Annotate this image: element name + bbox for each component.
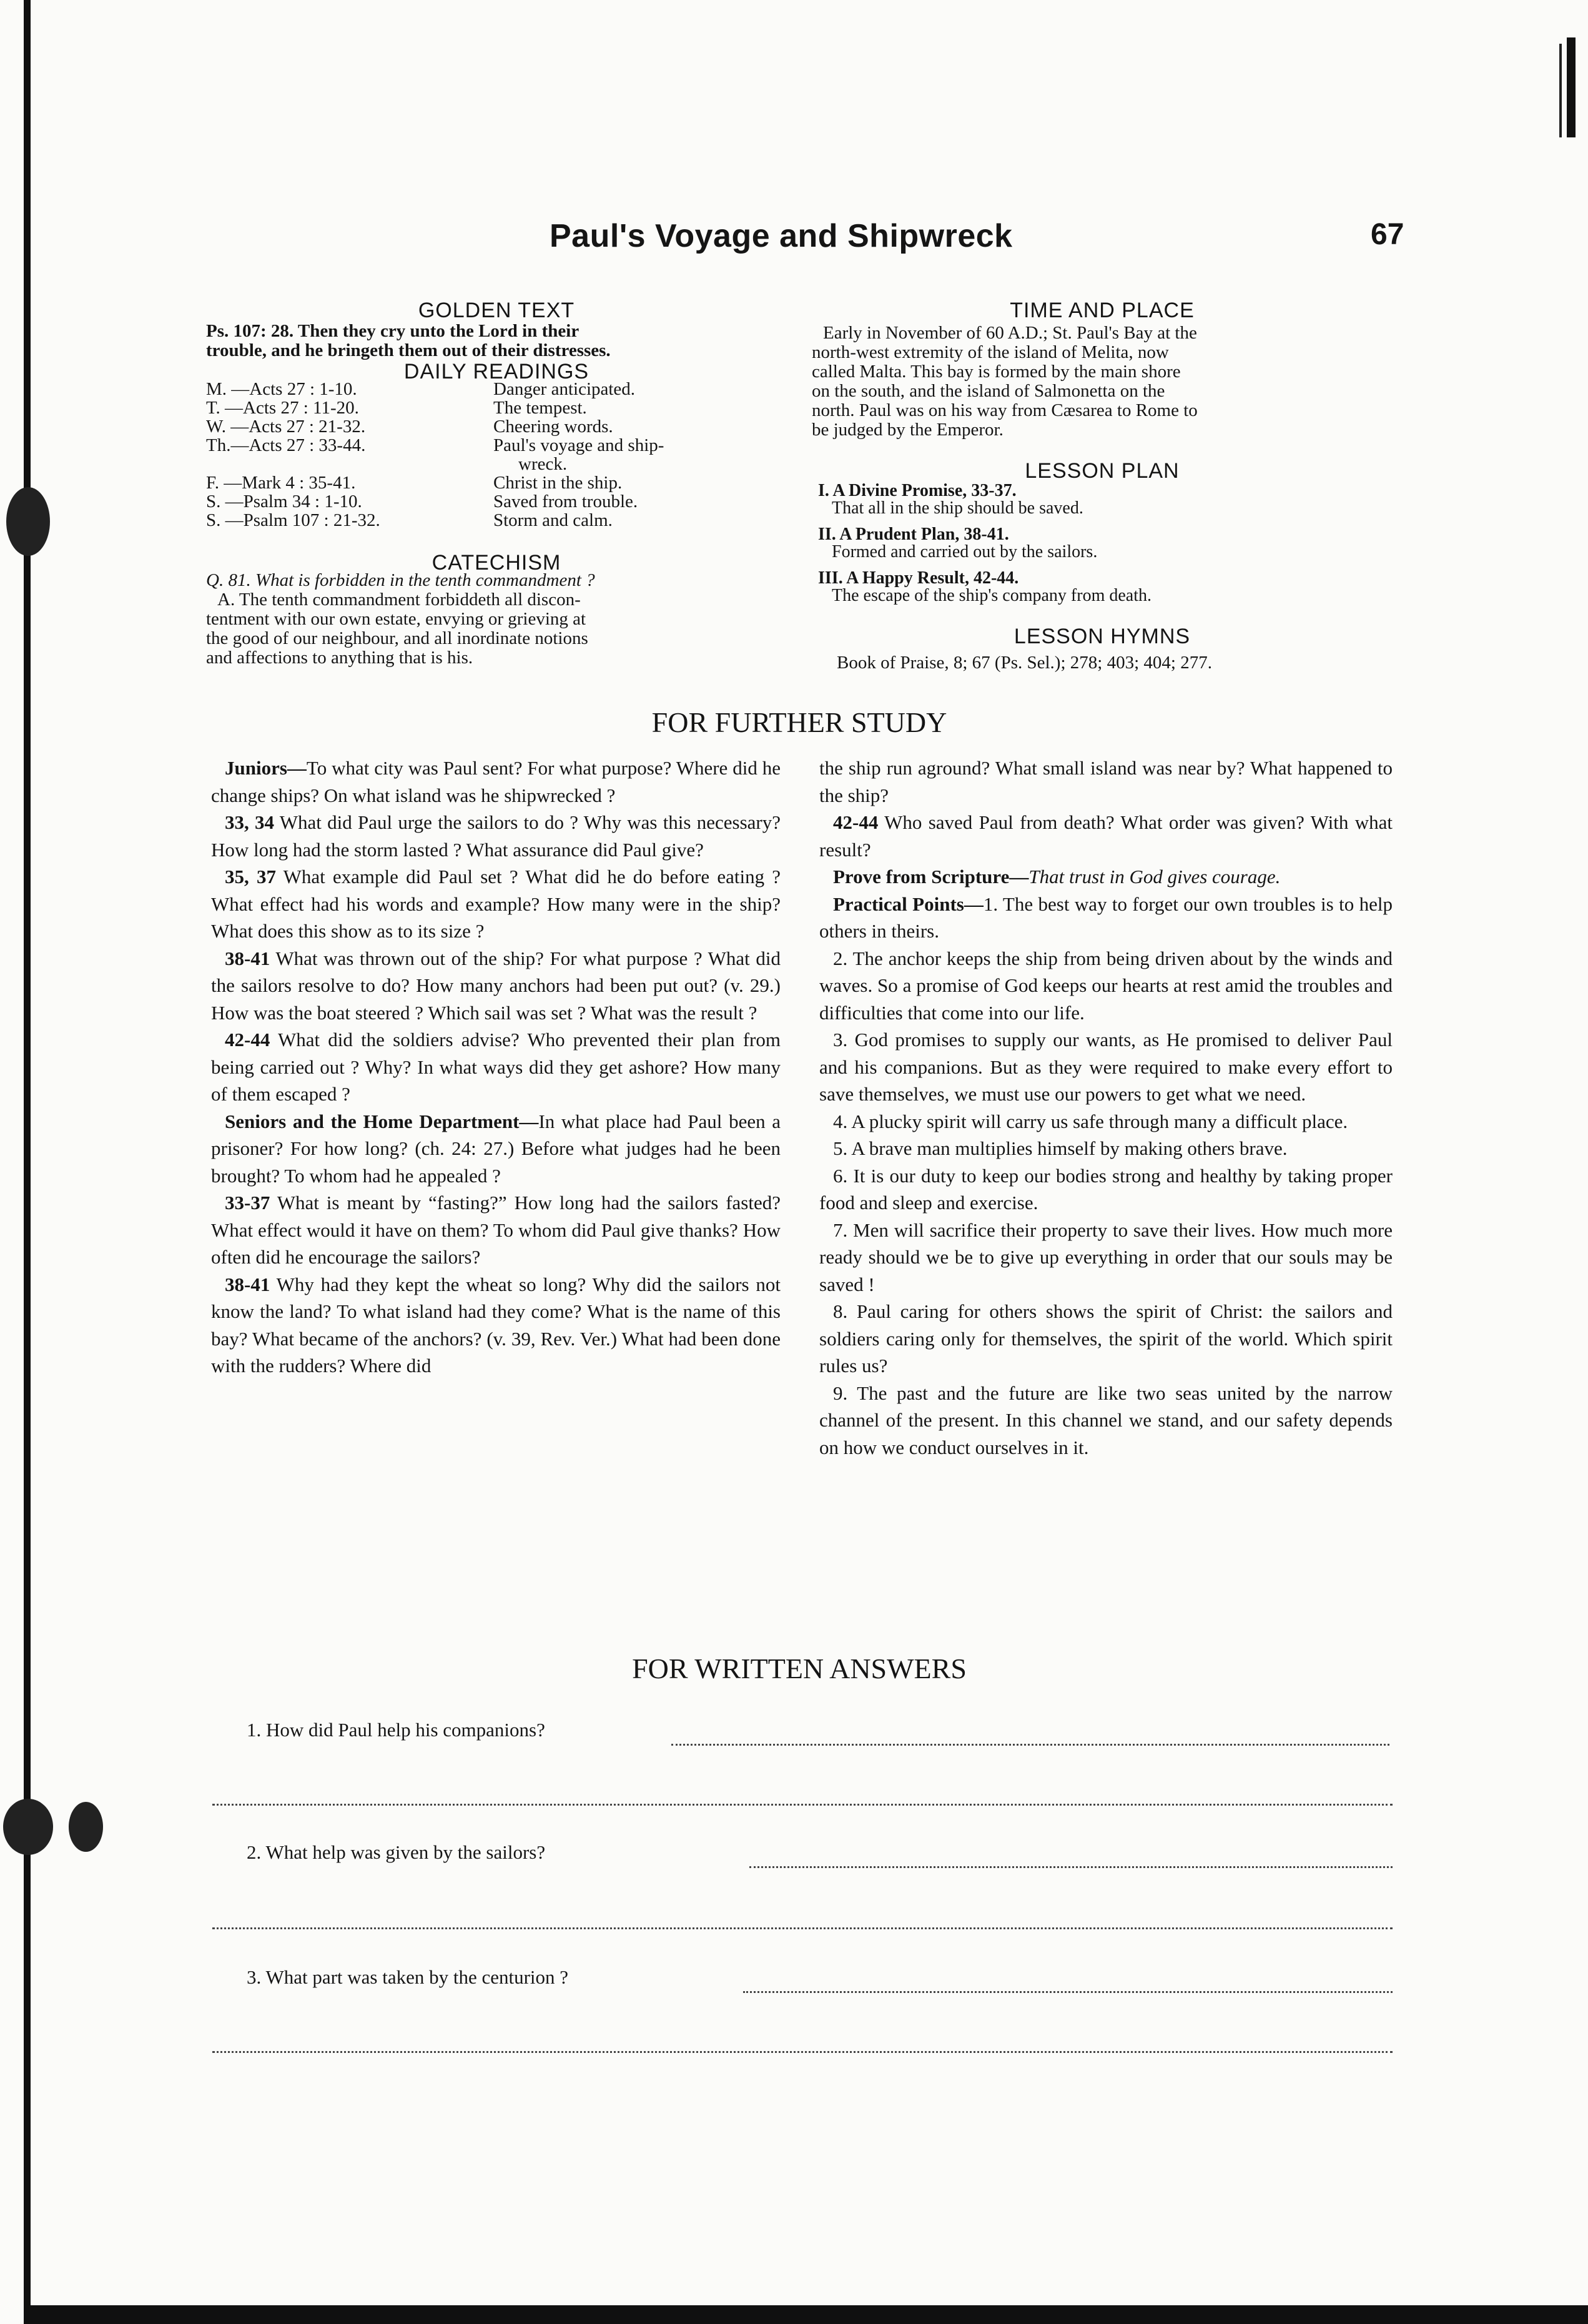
study-paragraph [211,945,781,1027]
paragraph-text: What did Paul urge the sailors to do ? Why was this necessary? How long had the storm lasted ? What assurance did Paul give? [211,811,781,861]
reading-topic: Danger anticipated. [493,379,636,399]
lesson-plan-list [818,482,1399,613]
reading-reference [206,455,493,473]
catechism-heading: CATECHISM [432,551,561,575]
time-place-heading: TIME AND PLACE [1010,299,1195,322]
paragraph-text: 6. It is our duty to keep our bodies strong and healthy by taking proper food and sleep and exercise. [819,1164,1393,1214]
reading-topic: Storm and calm. [493,510,613,530]
page-title: Paul's Voyage and Shipwreck [550,218,1013,254]
paragraph-lead: 38-41 [225,1273,270,1295]
reading-reference: T. —Acts 27 : 11-20. [206,398,359,418]
paragraph-text: 5. A brave man multiplies himself by making others brave. [833,1137,1288,1159]
paragraph-text: 7. Men will sacrifice their property to save their lives. How much more ready should we be to give up everything in order that our souls may be saved ! [819,1219,1393,1295]
study-paragraph [819,1380,1393,1461]
reading-reference: S. —Psalm 107 : 21-32. [206,510,380,530]
paragraph-lead: 38-41 [225,947,270,969]
daily-readings-list [206,380,787,530]
time-place-line: Early in November of 60 A.D.; St. Paul's Bay at the [823,323,1197,343]
study-paragraph [819,863,1393,891]
answer-line[interactable] [212,1927,1393,1929]
study-paragraph [211,809,781,863]
paragraph-text: What example did Paul set ? What did he do before eating ? What effect had his words and example? How many were in the ship? What does this show as to its size ? [211,866,781,942]
page-edge-rule [24,0,31,2324]
paragraph-text: What is meant by “fasting?” How long had the sailors fasted? What effect would it have on them? To whom did Paul give thanks? How often did he encourage the sailors? [211,1192,781,1268]
reading-topic: Christ in the ship. [493,473,623,493]
answer-line[interactable] [671,1744,1389,1746]
further-study-left-column [211,754,781,1380]
study-paragraph [211,863,781,945]
reading-row [206,398,787,417]
reading-row [206,380,787,398]
time-place-line: north-west extremity of the island of Melita, now [812,342,1169,362]
reading-row [206,436,787,455]
answer-line[interactable] [212,1804,1393,1806]
binding-mark [1567,37,1576,137]
study-paragraph [819,1108,1393,1135]
further-study-heading: FOR FURTHER STUDY [651,706,947,738]
study-paragraph [819,754,1393,809]
time-place-line: called Malta. This bay is formed by the main shore [812,362,1181,382]
catechism-block [206,571,793,668]
paragraph-text: 3. God promises to supply our wants, as He promised to deliver Paul and his companions. But as they were required to make every effort to save themselves, we must use our powers to get what we need. [819,1029,1393,1105]
paragraph-text: Who saved Paul from death? What order was given? With what result? [819,811,1393,861]
written-question: 1. How did Paul help his companions? [247,1719,545,1741]
time-place-line: be judged by the Emperor. [812,420,1004,440]
paragraph-lead: 33-37 [225,1192,270,1214]
study-paragraph [211,754,781,809]
written-question: 3. What part was taken by the centurion ? [247,1966,569,1988]
reading-topic: Paul's voyage and ship- [493,435,664,455]
page-bottom-edge [24,2305,1588,2324]
time-place-text [812,324,1393,440]
lesson-plan-item [818,570,1399,605]
reading-topic: Cheering words. [493,417,613,437]
reading-reference: W. —Acts 27 : 21-32. [206,417,366,437]
page-number: 67 [1371,218,1404,251]
study-paragraph [819,1298,1393,1380]
golden-text-heading: GOLDEN TEXT [418,299,575,322]
binding-mark [1559,44,1562,137]
catechism-answer-line: and affections to anything that is his. [206,648,473,668]
reading-topic: Saved from trouble. [493,492,638,512]
study-paragraph [819,1026,1393,1108]
paragraph-lead: Seniors and the Home Department— [225,1110,539,1132]
answer-line[interactable] [749,1866,1393,1868]
lesson-hymns-heading: LESSON HYMNS [1013,625,1191,648]
reading-row [206,511,787,530]
paragraph-lead: 33, 34 [225,811,275,833]
paragraph-text: What did the soldiers advise? Who prevented their plan from being carried out ? Why? In what ways did they get ashore? How many of them escaped ? [211,1029,781,1105]
time-place-line: north. Paul was on his way from Cæsarea to Rome to [812,400,1198,420]
lesson-plan-item-title: I. A Divine Promise, 33-37. [818,481,1017,500]
reading-reference: F. —Mark 4 : 35-41. [206,473,356,493]
study-paragraph [819,1162,1393,1217]
lesson-plan-item [818,526,1399,561]
paragraph-text: To what city was Paul sent? For what purpose? Where did he change ships? On what island was he shipwrecked ? [211,757,781,806]
ink-blot [3,1799,53,1855]
reading-row [206,473,787,492]
time-place-line: on the south, and the island of Salmonetta on the [812,381,1165,401]
study-paragraph [819,945,1393,1027]
reading-reference: S. —Psalm 34 : 1-10. [206,492,362,512]
catechism-question: Q. 81. What is forbidden in the tenth commandment ? [206,570,595,590]
lesson-plan-heading: LESSON PLAN [1025,459,1180,483]
lesson-hymns-text: Book of Praise, 8; 67 (Ps. Sel.); 278; 403; 404; 277. [837,653,1212,673]
ink-blot [69,1802,103,1852]
reading-reference: Th.—Acts 27 : 33-44. [206,435,366,455]
paragraph-text: What was thrown out of the ship? For what purpose ? What did the sailors resolve to do? How many anchors had been put out? (v. 29.) How was the boat steered ? Which sail was set ? What was the result ? [211,947,781,1024]
study-paragraph [211,1026,781,1108]
golden-text-line: trouble, and he bringeth them out of their distresses. [206,340,611,360]
reading-row [206,455,787,473]
paragraph-lead: Prove from Scripture— [833,866,1029,888]
paragraph-text: 1. The best way to forget our own troubles is to help others in theirs. [819,893,1393,942]
lesson-plan-item-text: That all in the ship should be saved. [832,498,1083,518]
paragraph-text: 2. The anchor keeps the ship from being driven about by the winds and waves. So a promise of God keeps our hearts at rest amid the troubles and difficulties that come into our life. [819,947,1393,1024]
paragraph-text: 9. The past and the future are like two seas united by the narrow channel of the present. In this channel we stand, and our safety depends on how we conduct ourselves in it. [819,1382,1393,1458]
lesson-plan-item-title: III. A Happy Result, 42-44. [818,568,1019,588]
lesson-plan-item [818,482,1399,517]
paragraph-lead: 35, 37 [225,866,276,888]
catechism-answer-line: the good of our neighbour, and all inordinate notions [206,628,588,648]
lesson-plan-item-text: Formed and carried out by the sailors. [832,542,1098,561]
reading-topic: The tempest. [493,398,587,418]
golden-text-line: Ps. 107: 28. Then they cry unto the Lord in their [206,321,579,341]
daily-readings-heading: DAILY READINGS [403,360,589,383]
reading-reference: M. —Acts 27 : 1-10. [206,379,357,399]
paragraph-lead: Juniors— [225,757,307,779]
study-paragraph [819,809,1393,863]
reading-row [206,492,787,511]
written-answers-heading: FOR WRITTEN ANSWERS [632,1653,967,1684]
answer-line[interactable] [212,2051,1393,2053]
study-paragraph [819,891,1393,945]
reading-topic: wreck. [518,454,568,474]
ink-blot [6,487,50,556]
paragraph-lead: Practical Points— [833,893,984,915]
paragraph-text: Why had they kept the wheat so long? Why did the sailors not know the land? To what island had they come? What is the name of this bay? What became of the anchors? (v. 39, Rev. Ver.) What had been done with the rudders? Where did [211,1273,781,1377]
paragraph-lead: 42-44 [833,811,879,833]
golden-text [206,322,793,360]
catechism-answer-line: A. The tenth commandment forbiddeth all discon- [217,590,581,610]
lesson-plan-item-text: The escape of the ship's company from death. [832,586,1152,605]
catechism-answer-line: tentment with our own estate, envying or grieving at [206,609,586,629]
paragraph-lead: 42-44 [225,1029,270,1051]
paragraph-text: That trust in God gives courage. [1028,866,1281,888]
lesson-plan-item-title: II. A Prudent Plan, 38-41. [818,525,1009,544]
reading-row [206,417,787,436]
paragraph-text: 8. Paul caring for others shows the spirit of Christ: the sailors and soldiers caring only for themselves, the spirit of the world. Which spirit rules us? [819,1300,1393,1377]
study-paragraph [819,1217,1393,1298]
written-question: 2. What help was given by the sailors? [247,1841,546,1863]
study-paragraph [819,1135,1393,1162]
further-study-right-column [819,754,1393,1461]
paragraph-text: In what place had Paul been a prisoner? For how long? (ch. 24: 27.) Before what judges had he been brought? To whom had he appealed ? [211,1110,781,1187]
study-paragraph [211,1108,781,1190]
answer-line[interactable] [743,1991,1393,1993]
study-paragraph [211,1189,781,1271]
paragraph-text: the ship run aground? What small island was near by? What happened to the ship? [819,757,1393,806]
study-paragraph [211,1271,781,1380]
paragraph-text: 4. A plucky spirit will carry us safe through many a difficult place. [833,1110,1348,1132]
